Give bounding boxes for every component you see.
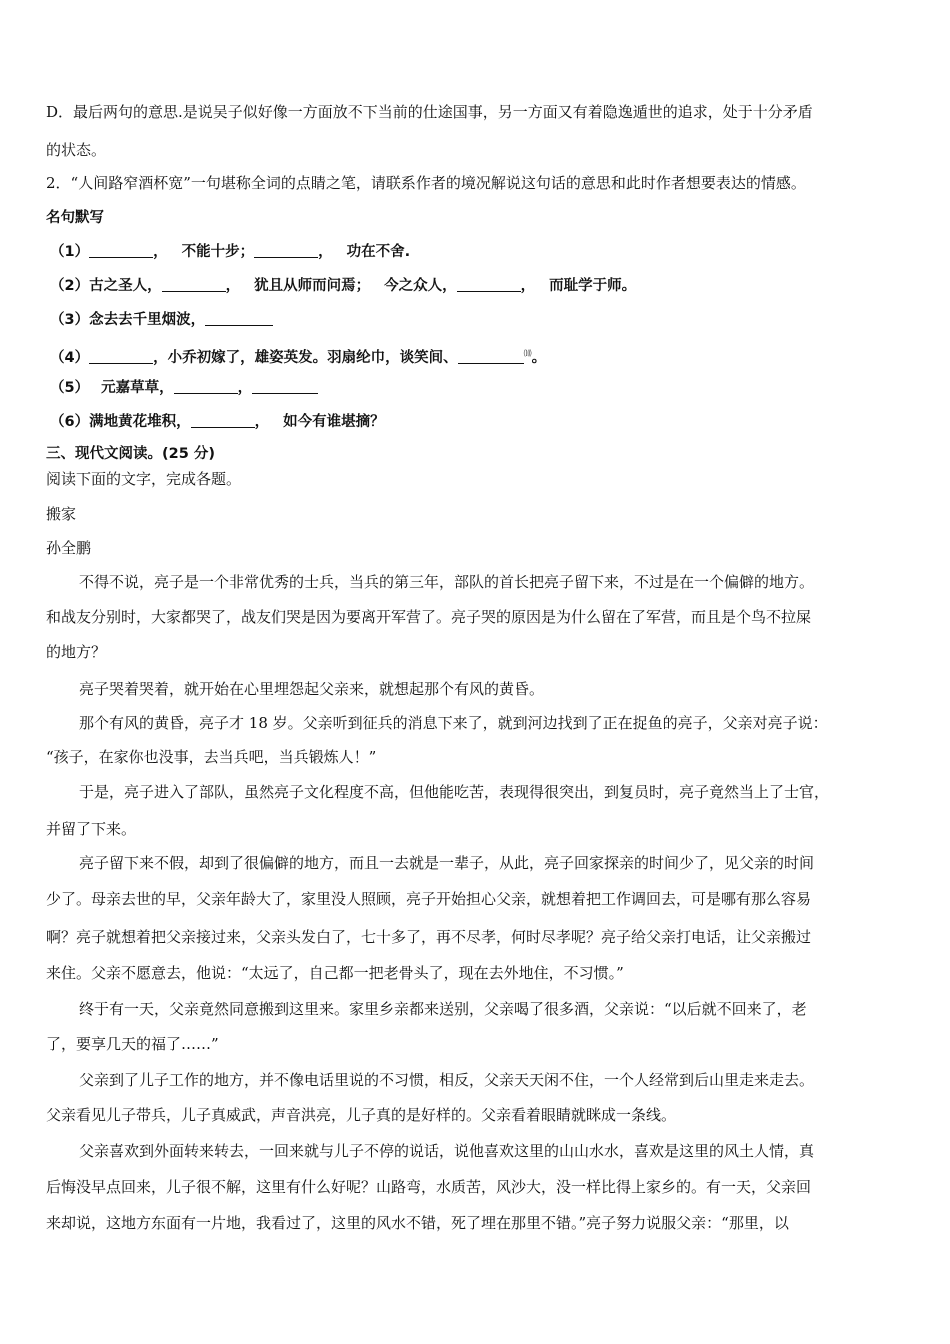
passage-line: 来却说，这地方东面有一片地，我看过了，这里的风水不错，死了埋在那里不错。”亮子努力说服父亲：“那里，以 [46, 1214, 789, 1232]
answer-blank[interactable] [252, 379, 318, 394]
passage-line: 亮子哭着哭着，就开始在心里埋怨起父亲来，就想起那个有风的黄昏。 [79, 680, 545, 698]
answer-blank[interactable] [89, 349, 153, 364]
passage-line: 于是，亮子进入了部队，虽然亮子文化程度不高，但他能吃苦，表现得很突出，到复员时，亮子竟然当上了士官， [79, 783, 830, 801]
famous-line-1: （1） ， 不能十步； ， 功在不舍. [50, 244, 411, 260]
answer-blank[interactable] [254, 243, 318, 258]
answer-blank[interactable] [457, 277, 521, 292]
passage-line: 和战友分别时，大家都哭了，战友们哭是因为要离开军营了。亮子哭的原因是为什么留在了军营，而且是个鸟不拉屎 [46, 608, 812, 626]
answer-blank[interactable] [89, 243, 153, 258]
famous-line-5: （5） 元嘉草草， ， [50, 378, 318, 398]
passage-line: 了，要享几天的福了……” [46, 1035, 219, 1053]
article-title: 搬家 [46, 505, 77, 523]
passage-line: 少了。母亲去世的早，父亲年龄大了，家里没人照顾，亮子开始担心父亲，就想着把工作调回去，可是哪有那么容易 [46, 890, 812, 908]
passage-line: 亮子留下来不假，却到了很偏僻的地方，而且一去就是一辈子，从此，亮子回家探亲的时间少了，见父亲的时间 [79, 854, 815, 872]
passage-line: 并留了下来。 [46, 820, 137, 838]
answer-blank[interactable] [458, 349, 524, 364]
passage-line: 父亲看见儿子带兵，儿子真威武，声音洪亮，儿子真的是好样的。父亲看着眼睛就眯成一条线。 [46, 1106, 677, 1124]
famous-lines-heading: 名句默写 [46, 210, 104, 226]
answer-blank[interactable] [174, 379, 238, 394]
famous-line-4: （4） ，小乔初嫁了，雄姿英发。羽扇纶巾，谈笑间、 ⑽。 [50, 349, 547, 366]
passage-line: 后悔没早点回来，儿子很不解，这里有什么好呢？山路弯，水质苦，风沙大，没一样比得上家乡的。有一天，父亲回 [46, 1178, 812, 1196]
option-d-line-2: 的状态。 [46, 141, 107, 159]
passage-line: 的地方？ [46, 643, 107, 661]
option-d-line-1: D．最后两句的意思.是说吴子似好像一方面放不下当前的仕途国事，另一方面又有着隐逸遁世的追求，处于十分矛盾 [46, 103, 813, 121]
section-3-instruction: 阅读下面的文字，完成各题。 [46, 470, 242, 488]
passage-line: 那个有风的黄昏，亮子才 18 岁。父亲听到征兵的消息下来了，就到河边找到了正在捉鱼的亮子，父亲对亮子说： [79, 714, 828, 732]
famous-line-3: （3）念去去千里烟波， [50, 310, 273, 330]
answer-blank[interactable] [162, 277, 226, 292]
article-author: 孙全鹏 [46, 539, 92, 557]
passage-line: 啊？亮子就想着把父亲接过来，父亲头发白了，七十多了，再不尽孝，何时尽孝呢？亮子给父亲打电话，让父亲搬过 [46, 928, 812, 946]
famous-line-2: （2）古之圣人， ， 犹且从师而问焉； 今之众人， ， 而耻学于师。 [50, 278, 637, 294]
passage-line: 不得不说，亮子是一个非常优秀的士兵，当兵的第三年，部队的首长把亮子留下来，不过是在一个偏僻的地方。 [79, 573, 815, 591]
question-2: 2．“人间路窄酒杯宽”一句堪称全词的点睛之笔，请联系作者的境况解说这句话的意思和此时作者想要表达的情感。 [46, 174, 806, 192]
passage-line: 来住。父亲不愿意去，他说：“太远了，自己都一把老骨头了，现在去外地住，不习惯。” [46, 964, 624, 982]
passage-line: 父亲到了儿子工作的地方，并不像电话里说的不习惯，相反，父亲天天闲不住，一个人经常到后山里走来走去。 [79, 1071, 815, 1089]
passage-line: “孩子，在家你也没事，去当兵吧，当兵锻炼人！” [46, 748, 377, 766]
passage-line: 父亲喜欢到外面转来转去，一回来就与儿子不停的说话，说他喜欢这里的山山水水，喜欢是这里的风土人情，真 [79, 1142, 815, 1160]
famous-line-6: （6）满地黄花堆积， ， 如今有谁堪摘？ [50, 414, 385, 430]
answer-blank[interactable] [191, 413, 255, 428]
answer-blank[interactable] [205, 311, 273, 326]
passage-line: 终于有一天，父亲竟然同意搬到这里来。家里乡亲都来送别，父亲喝了很多酒，父亲说：“以后就不回来了，老 [79, 1000, 807, 1018]
section-3-heading: 三、现代文阅读。(25 分) [46, 446, 215, 462]
